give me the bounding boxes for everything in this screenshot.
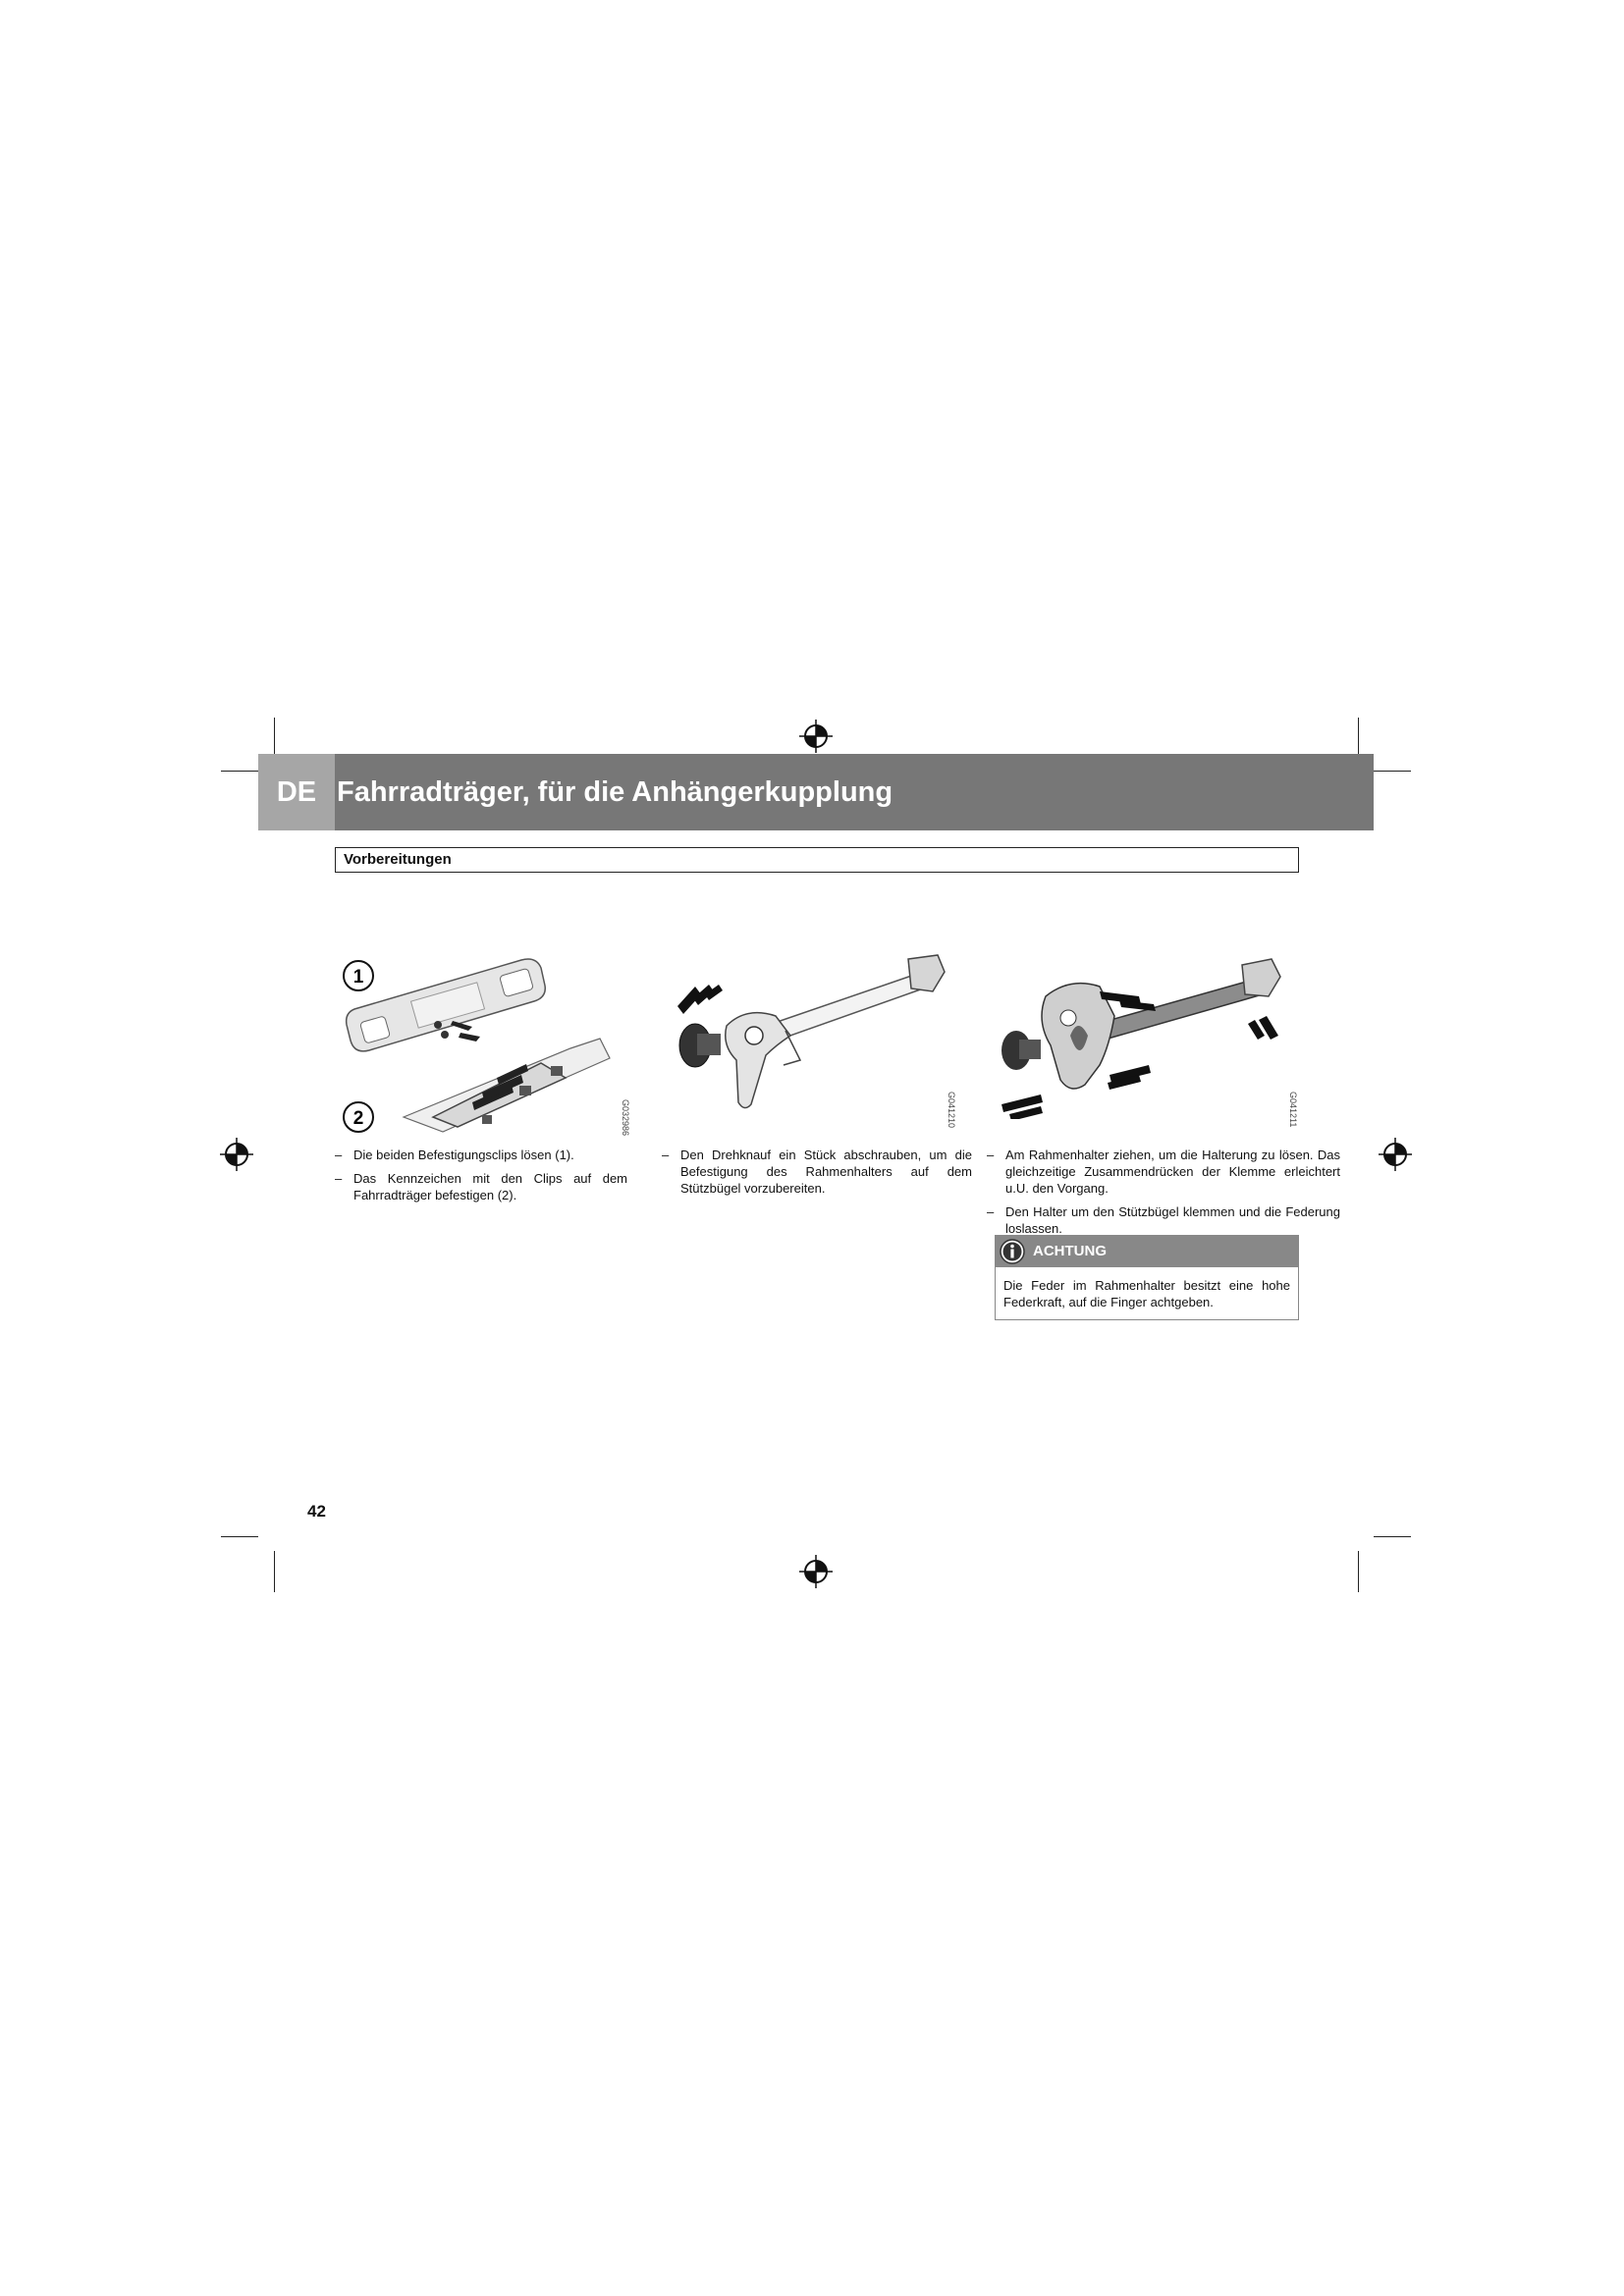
language-code: DE [258, 754, 335, 830]
warning-note-header [996, 1236, 1298, 1267]
dash-marker: – [987, 1148, 995, 1162]
figure-license-plate-clips [335, 931, 629, 1142]
list-item [335, 1147, 627, 1163]
list-item [987, 1147, 1340, 1197]
crop-mark-bottom-right-v [1358, 1551, 1359, 1592]
figure-frame-holder-pull [992, 937, 1296, 1119]
registration-mark-bottom-icon [798, 1554, 834, 1589]
crop-mark-top-right-h [1374, 771, 1411, 772]
page-number: 42 [307, 1502, 326, 1521]
dash-marker: – [335, 1171, 343, 1186]
warning-note-text: Die Feder im Rahmenhalter besitzt eine hohe Federkraft, auf die Finger achtgeben. [1003, 1278, 1290, 1309]
instructions-column-1 [335, 1147, 627, 1210]
info-icon [1000, 1239, 1025, 1264]
figure-knob-unscrew [668, 947, 952, 1119]
instructions-column-2 [662, 1147, 972, 1203]
crop-mark-top-right-v [1358, 718, 1359, 759]
unscrew-arrows-icon [677, 985, 723, 1014]
registration-mark-left-icon [219, 1137, 254, 1172]
figure-code-2: G041210 [947, 1092, 956, 1129]
dash-marker: – [335, 1148, 343, 1162]
crop-mark-bottom-right-h [1374, 1536, 1411, 1537]
list-item [662, 1147, 972, 1197]
figure-code-1: G032986 [621, 1099, 630, 1137]
knob-icon [679, 1024, 721, 1067]
figure-code-3: G041211 [1288, 1092, 1298, 1128]
instructions-column-3 [987, 1147, 1340, 1244]
registration-mark-top-icon [798, 719, 834, 754]
dash-marker: – [987, 1204, 995, 1219]
crop-mark-bottom-left-h [221, 1536, 258, 1537]
list-item [335, 1170, 627, 1203]
section-heading-box [335, 847, 1299, 873]
support-bar-illustration [766, 955, 945, 1041]
page-title: Fahrradträger, für die Anhängerkupplung [337, 776, 893, 808]
warning-note [995, 1235, 1299, 1320]
list-item-text: Am Rahmenhalter ziehen, um die Halterung zu lösen. Das gleichzeitige Zusammendrücken der Klemme erleichtert u.U. den Vorgang. [1005, 1148, 1340, 1196]
list-item-text: Das Kennzeichen mit den Clips auf dem Fahrradträger befestigen (2). [353, 1171, 627, 1202]
list-item-text: Den Halter um den Stützbügel klemmen und die Federung loslassen. [1005, 1204, 1340, 1236]
knob-icon-2 [1001, 1031, 1041, 1070]
step-label-1: 1 [352, 967, 364, 988]
crop-mark-bottom-left-v [274, 1551, 275, 1592]
registration-mark-right-icon [1378, 1137, 1413, 1172]
clip-arrows-icon [434, 1021, 480, 1041]
section-title: Vorbereitungen [344, 851, 452, 868]
plate-mounting-illustration [404, 1039, 610, 1132]
crop-mark-top-left-v [274, 718, 275, 759]
list-item [987, 1203, 1340, 1237]
dash-marker: – [662, 1148, 670, 1162]
crop-mark-top-left-h [221, 771, 258, 772]
warning-note-heading: ACHTUNG [1033, 1243, 1107, 1259]
list-item-text: Die beiden Befestigungsclips lösen (1). [353, 1148, 574, 1162]
list-item-text: Den Drehknauf ein Stück abschrauben, um die Befestigung des Rahmenhalters auf dem Stützbügel vorzubereiten. [680, 1148, 972, 1196]
step-label-2: 2 [352, 1108, 364, 1129]
